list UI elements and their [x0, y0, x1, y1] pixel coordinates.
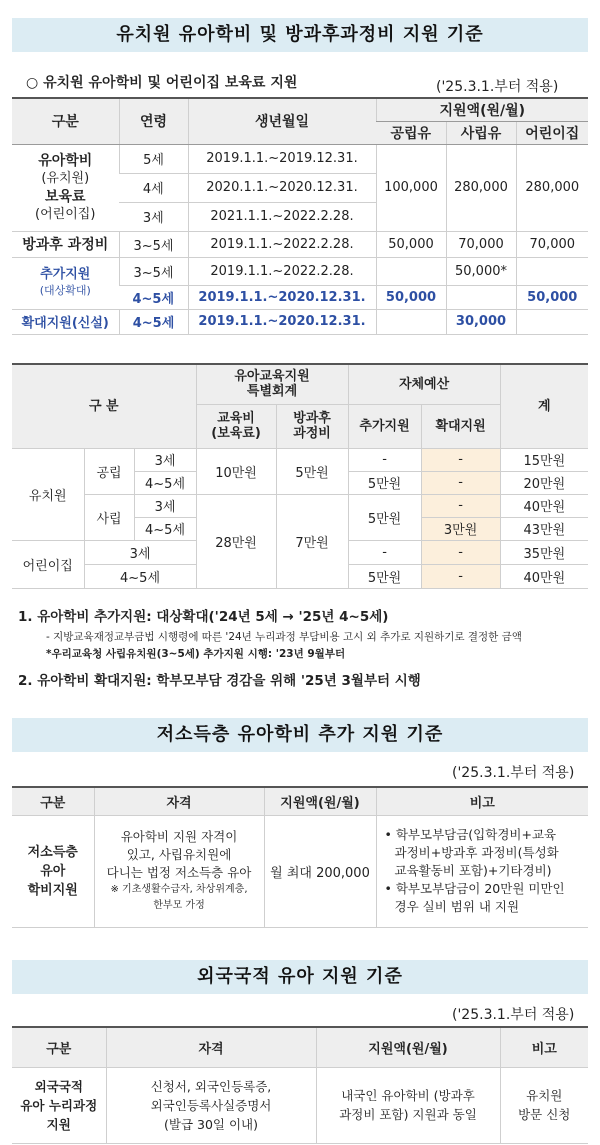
f-label-2: 유아 누리과정: [20, 1097, 98, 1113]
f-label-3: 지원: [46, 1116, 71, 1132]
b-age45-daycare: 4~5세: [84, 564, 196, 588]
b-expand-1: -: [421, 448, 500, 471]
f-amount-2: 과정비 포함) 지원과 동일: [339, 1107, 477, 1122]
tuition-care-label: [12, 144, 119, 231]
amount-public: 100,000: [376, 144, 446, 231]
f-amount: [316, 1067, 500, 1143]
amount-private: 280,000: [446, 144, 516, 231]
l-qual-1: 유아학비 지원 자격이: [120, 829, 238, 844]
extra-birth-a: 2019.1.1.~2022.2.28.: [188, 257, 376, 285]
b-total-6: 40만원: [500, 564, 588, 588]
tuition-sub: (유치원): [41, 170, 90, 186]
extra-private-b: [446, 285, 516, 309]
b-after-private: 7만원: [276, 494, 348, 588]
b-expand-6: -: [421, 564, 500, 588]
l-remark-2: 과정비+방과후 과정비(특성화: [394, 845, 559, 860]
birth-4: 2020.1.1.~2020.12.31.: [188, 173, 376, 202]
after-public: 50,000: [376, 231, 446, 257]
b-total-2: 20만원: [500, 471, 588, 494]
b-header-after: 방과후 과정비: [276, 404, 348, 448]
b-public: 공립: [84, 448, 134, 494]
l-qual-3: 다니는 법정 저소득층 유아: [106, 865, 252, 880]
l-header-category: 구분: [12, 787, 94, 815]
b-extra-5: -: [348, 540, 421, 564]
l-label-1: 저소득층: [27, 844, 78, 860]
section3-banner: 저소득층 유아학비 추가 지원 기준: [12, 718, 588, 752]
b-total-3: 40만원: [500, 494, 588, 517]
l-remark: [376, 815, 588, 927]
b-header-edu: 교육비 (보육료): [196, 404, 276, 448]
section4-banner: 외국국적 유아 지원 기준: [12, 960, 588, 994]
f-amount-1: 내국인 유아학비 (방과후: [341, 1088, 475, 1103]
b-expand-2: -: [421, 471, 500, 494]
care-label: 보육료: [44, 188, 86, 205]
l-qual-note-1: ※ 기초생활수급자, 차상위계층,: [110, 884, 248, 895]
f-header-qual: 자격: [106, 1027, 316, 1067]
header-amount: 지원액(원/월): [376, 98, 588, 121]
after-private: 70,000: [446, 231, 516, 257]
expand-age: 4~5세: [119, 309, 188, 334]
extra-public-b: 50,000: [376, 285, 446, 309]
f-header-category: 구분: [12, 1027, 106, 1067]
l-qual-note-2: 한부모 가정: [153, 900, 205, 911]
f-qual-3: (발급 30일 이내): [164, 1116, 258, 1132]
expand-label: 확대지원(신설): [12, 309, 119, 334]
extra-daycare-a: [516, 257, 588, 285]
b-header-expand: 확대지원: [421, 404, 500, 448]
b-after-public: 5만원: [276, 448, 348, 494]
f-label-1: 외국국적: [34, 1078, 83, 1094]
extra-age-b: 4~5세: [119, 285, 188, 309]
expand-private: 30,000: [446, 309, 516, 334]
extra-label: 추가지원: [40, 267, 91, 282]
low-income-table: [12, 786, 588, 928]
b-expand-5: -: [421, 540, 500, 564]
b-expand-4: 3만원: [421, 517, 500, 540]
b-expand-3: -: [421, 494, 500, 517]
f-qual-1: 신청서, 외국인등록증,: [150, 1078, 272, 1094]
b-age3: 3세: [134, 448, 196, 471]
header-private: 사립유: [446, 121, 516, 144]
note-1-star: *우리교육청 사립유치원(3~5세) 추가지원 시행: '23년 9월부터: [46, 648, 346, 660]
extra-birth-b: 2019.1.1.~2020.12.31.: [188, 285, 376, 309]
tuition-label: 유아학비: [38, 152, 93, 169]
l-remark-5: 경우 실비 범위 내 지원: [394, 899, 520, 914]
after-label: 방과후 과정비: [12, 231, 119, 257]
f-remark-2: 방문 신청: [518, 1107, 571, 1122]
b-total-4: 43만원: [500, 517, 588, 540]
b-age3-private: 3세: [134, 494, 196, 517]
note-1: 1. 유아학비 추가지원: 대상확대('24년 5세 → '25년 4~5세): [18, 609, 389, 625]
b-age45: 4~5세: [134, 471, 196, 494]
l-remark-3: 교육활동비 포함)+기타경비): [394, 863, 552, 878]
section1-subtitle: ○ 유치원 유아학비 및 어린이집 보육료 지원: [26, 75, 298, 91]
l-amount: 월 최대 200,000: [264, 815, 376, 927]
age-4: 4세: [119, 173, 188, 202]
section1-date-note: ('25.3.1.부터 적용): [436, 79, 559, 95]
after-birth: 2019.1.1.~2022.2.28.: [188, 231, 376, 257]
b-kinder: 유치원: [12, 448, 84, 540]
extra-private-a: 50,000*: [446, 257, 516, 285]
f-qual-2: 외국인등록사실증명서: [150, 1097, 272, 1113]
birth-5: 2019.1.1.~2019.12.31.: [188, 144, 376, 173]
b-daycare: 어린이집: [12, 540, 84, 588]
extra-sub: (대상확대): [39, 284, 91, 297]
b-header-total: 계: [500, 364, 588, 448]
b-extra-1: -: [348, 448, 421, 471]
foreign-table: [12, 1026, 588, 1144]
amount-daycare: 280,000: [516, 144, 588, 231]
l-header-amount: 지원액(원/월): [264, 787, 376, 815]
b-total-1: 15만원: [500, 448, 588, 471]
l-header-qual: 자격: [94, 787, 264, 815]
b-age3-daycare: 3세: [84, 540, 196, 564]
b-header-special: 유아교육지원 특별회계: [196, 364, 348, 404]
budget-table: [12, 363, 588, 589]
notes: [18, 605, 588, 693]
header-public: 공립유: [376, 121, 446, 144]
l-qual: [94, 815, 264, 927]
extra-label-cell: [12, 257, 119, 309]
f-header-remark: 비고: [500, 1027, 588, 1067]
f-row-label: [12, 1067, 106, 1143]
age-5: 5세: [119, 144, 188, 173]
f-remark: [500, 1067, 588, 1143]
section1-banner: 유치원 유아학비 및 방과후과정비 지원 기준: [12, 18, 588, 52]
expand-birth: 2019.1.1.~2020.12.31.: [188, 309, 376, 334]
expand-daycare: [516, 309, 588, 334]
b-edu-public: 10만원: [196, 448, 276, 494]
extra-public-a: [376, 257, 446, 285]
expand-public: [376, 309, 446, 334]
b-extra-6: 5만원: [348, 564, 421, 588]
after-daycare: 70,000: [516, 231, 588, 257]
b-private: 사립: [84, 494, 134, 540]
l-remark-1: • 학부모부담금(입학경비+교육: [384, 827, 557, 842]
header-category: 구분: [12, 98, 119, 144]
extra-daycare-b: 50,000: [516, 285, 588, 309]
l-label-2: 유아: [40, 863, 66, 879]
age-3: 3세: [119, 202, 188, 231]
note-2: 2. 유아학비 확대지원: 학부모부담 경감을 위해 '25년 3월부터 시행: [18, 673, 421, 689]
l-remark-4: • 학부모부담금이 20만원 미만인: [384, 881, 565, 896]
section4-date-note: ('25.3.1.부터 적용): [452, 1007, 575, 1023]
b-header-extra: 추가지원: [348, 404, 421, 448]
b-header-category: 구 분: [12, 364, 196, 448]
f-qual: [106, 1067, 316, 1143]
note-1-sub: - 지방교육재정교부금법 시행령에 따른 '24년 누리과정 부담비용 고시 외 추가로 지원하기로 결정한 금액: [46, 631, 522, 643]
l-row-label: [12, 815, 94, 927]
b-extra-3: 5만원: [348, 494, 421, 540]
l-header-remark: 비고: [376, 787, 588, 815]
care-sub: (어린이집): [35, 206, 96, 222]
b-extra-2: 5만원: [348, 471, 421, 494]
l-label-3: 학비지원: [27, 882, 78, 898]
header-birth: 생년월일: [188, 98, 376, 144]
after-age: 3~5세: [119, 231, 188, 257]
birth-3: 2021.1.1.~2022.2.28.: [188, 202, 376, 231]
f-header-amount: 지원액(원/월): [316, 1027, 500, 1067]
header-age: 연령: [119, 98, 188, 144]
l-qual-2: 있고, 사립유치원에: [126, 847, 232, 862]
b-total-5: 35만원: [500, 540, 588, 564]
b-age45-private: 4~5세: [134, 517, 196, 540]
header-daycare: 어린이집: [516, 121, 588, 144]
extra-age-a: 3~5세: [119, 257, 188, 285]
section3-date-note: ('25.3.1.부터 적용): [452, 765, 575, 781]
tuition-table: [12, 97, 588, 335]
b-edu-private: 28만원: [196, 494, 276, 588]
f-remark-1: 유치원: [526, 1088, 563, 1103]
b-header-own: 자체예산: [348, 364, 500, 404]
